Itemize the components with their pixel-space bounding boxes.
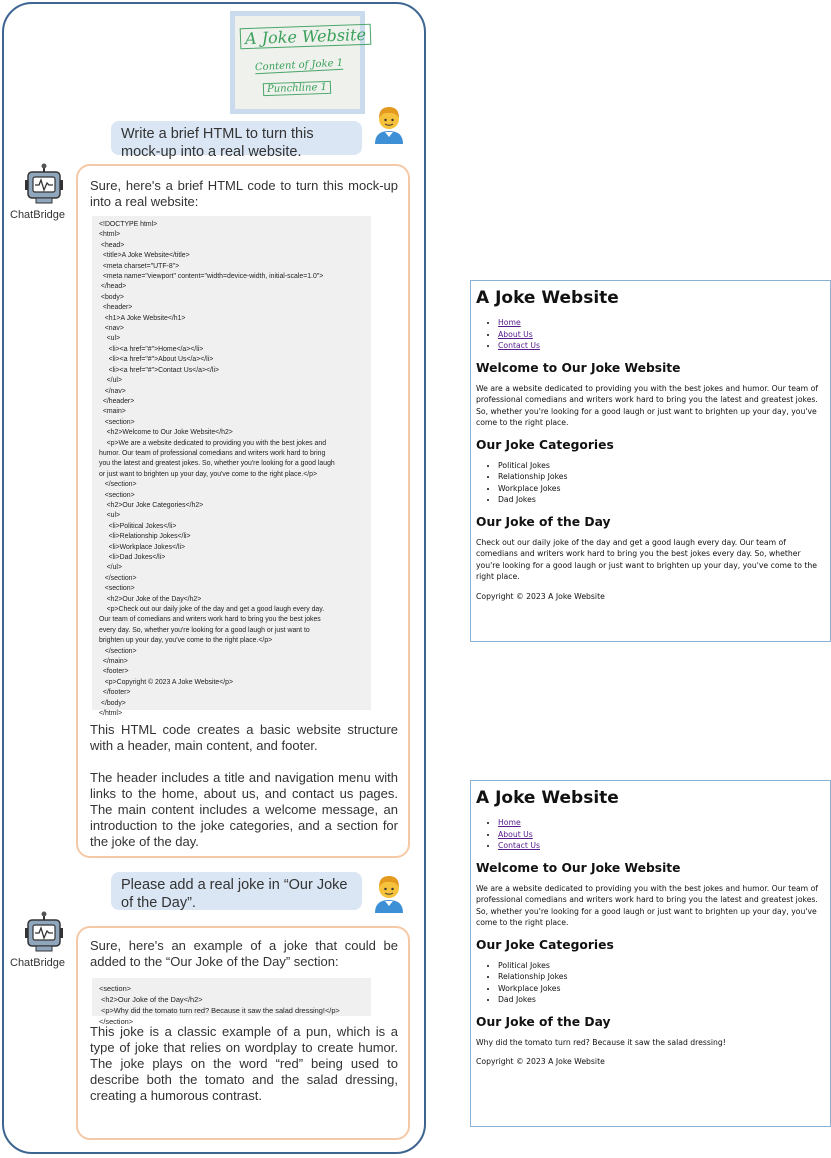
joke-of-day-heading: Our Joke of the Day — [476, 1014, 611, 1029]
list-item: • Political Jokes — [498, 460, 825, 472]
reply1-intro: Sure, here's a brief HTML code to turn this mock-up into a real website: — [90, 178, 398, 209]
mockup-punchline: Punchline 1 — [263, 81, 331, 96]
nav-link-about[interactable]: About Us — [498, 829, 533, 839]
site-nav — [476, 317, 825, 352]
assistant-name: ChatBridge — [10, 209, 66, 221]
user-message-2: Please add a real joke in “Our Joke of the Day”. — [111, 872, 362, 910]
robot-icon — [24, 911, 64, 955]
code-block-1: <!DOCTYPE html> <html> <head> <title>A Joke Website</title> <meta charset="UTF-8"> <meta name="viewport" content="width=device-width, initial-scale=1.0"> </head> <body> <header> <h1>A Joke Website</h1> <nav> <ul> <li><a href="#">Home</a></li> <li><a href="#">About Us</a></li> <li><a href="#">Contact Us</a></li> </ul> </nav> </header> <main> <section> <h2>Welcome to Our Joke Website</h2> <p>We are a website dedicated to providing you with the best jokes and humor. Our team of professional comedians and writers work hard to bring you the latest and greatest jokes. So, whether you're looking for a good laugh or just want to brighten up your day, you've come to the right place.</p> </section> <section> <h2>Our Joke Categories</h2> <ul> <li>Political Jokes</li> <li>Relationship Jokes</li> <li>Workplace Jokes</li> <li>Dad Jokes</li> </ul> </section> <section> <h2>Our Joke of the Day</h2> <p>Check out our daily joke of the day and get a good laugh every day. Our team of comedians and writers work hard to bring you the best jokes every day. So, whether you're looking for a good laugh or just want to brighten up your day, you've come to the right place.</p> </section> </main> <footer> <p>Copyright © 2023 A Joke Website</p> </footer> </body> </html> — [92, 216, 371, 710]
nav-link-home[interactable]: Home — [498, 818, 521, 827]
site-footer: Copyright © 2023 A Joke Website — [476, 591, 605, 601]
welcome-text: We are a website dedicated to providing you with the best jokes and humor. Our team of professional comedians and writers work hard to bring you the latest and greatest jokes. So, whether you're looking for a good laugh or just want to brighten up your day, you've come to the right place. — [476, 883, 818, 927]
user-message-1: Write a brief HTML to turn this mock-up into a real website. — [111, 121, 362, 155]
code-block-2: <section> <h2>Our Joke of the Day</h2> <p>Why did the tomato turn red? Because it saw the salad dressing!</p> </section> — [92, 978, 371, 1016]
nav-link-contact[interactable]: Contact Us — [498, 341, 540, 350]
user-avatar-icon — [372, 104, 406, 144]
welcome-heading: Welcome to Our Joke Website — [476, 860, 681, 875]
nav-link-home[interactable]: Home — [498, 318, 521, 327]
user-avatar-icon — [372, 873, 406, 913]
categories-heading: Our Joke Categories — [476, 437, 614, 452]
nav-link-contact[interactable]: Contact Us — [498, 841, 540, 850]
rendered-website-2 — [470, 780, 831, 1127]
reply1-para1: This HTML code creates a basic website structure with a header, main content, and footer. — [90, 722, 398, 753]
categories-list — [476, 960, 825, 1006]
site-footer: Copyright © 2023 A Joke Website — [476, 1057, 605, 1066]
site-title: A Joke Website — [476, 788, 619, 808]
reply2-para1: This joke is a classic example of a pun, which is a type of joke that relies on wordplay to create humor. The joke plays on the word “red” being used to describe both the tomato and the salad dressing, creating a humorous contrast. — [90, 1024, 398, 1103]
reply2-intro: Sure, here's an example of a joke that could be added to the “Our Joke of the Day” section: — [90, 938, 398, 969]
robot-icon — [24, 163, 64, 207]
rendered-website-1 — [470, 280, 831, 642]
mockup-content: Content of Joke 1 — [254, 57, 344, 74]
list-item: • Workplace Jokes — [498, 983, 825, 995]
nav-link-about[interactable]: About Us — [498, 329, 533, 339]
list-item: • Relationship Jokes — [498, 971, 825, 983]
site-title: A Joke Website — [476, 288, 619, 308]
list-item: • Workplace Jokes — [498, 483, 825, 495]
list-item: • Relationship Jokes — [498, 471, 825, 483]
joke-of-day-text: Check out our daily joke of the day and get a good laugh every day. Our team of comedians and writers work hard to bring you the best jokes every day. So, whether you're looking for a good laugh or just want to brighten up your day, you've come to the right place. — [476, 537, 817, 581]
site-nav — [476, 817, 825, 852]
welcome-heading: Welcome to Our Joke Website — [476, 360, 681, 375]
list-item: • Dad Jokes — [498, 494, 825, 506]
assistant-message-2 — [76, 926, 410, 1140]
mockup-sketch — [235, 16, 367, 109]
mockup-image — [230, 11, 365, 114]
reply1-para2: The header includes a title and navigation menu with links to the home, about us, and contact us pages. The main content includes a welcome message, an introduction to the joke categories, and a section for the joke of the day. — [90, 770, 398, 849]
assistant-avatar — [10, 911, 70, 969]
assistant-name: ChatBridge — [10, 957, 66, 969]
list-item: • Dad Jokes — [498, 994, 825, 1006]
joke-of-day-text: Why did the tomato turn red? Because it saw the salad dressing! — [476, 1037, 726, 1047]
joke-of-day-heading: Our Joke of the Day — [476, 514, 611, 529]
mockup-title: A Joke Website — [240, 24, 372, 50]
welcome-text: We are a website dedicated to providing you with the best jokes and humor. Our team of professional comedians and writers work hard to bring you the latest and greatest jokes. So, whether you're looking for a good laugh or just want to brighten up your day, you've come to the right place. — [476, 383, 818, 427]
categories-heading: Our Joke Categories — [476, 937, 614, 952]
list-item: • Political Jokes — [498, 960, 825, 972]
categories-list — [476, 460, 825, 506]
assistant-avatar — [10, 163, 70, 221]
